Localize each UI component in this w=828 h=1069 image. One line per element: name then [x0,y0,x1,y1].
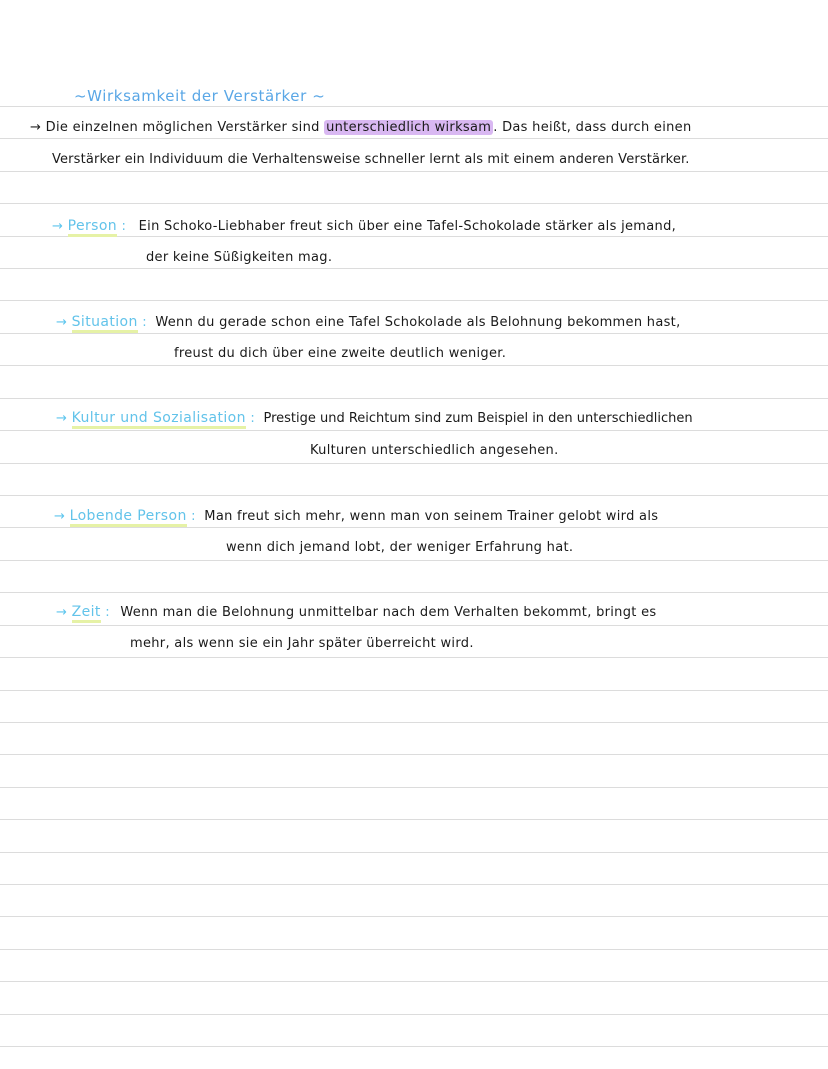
ruled-line [0,1046,828,1047]
section-text: Prestige und Reichtum sind zum Beispiel in den unterschiedlichen [263,411,693,426]
section-praising-person-line-2: wenn dich jemand lobt, der weniger Erfahrung hat. [226,540,574,555]
keyword-time: Zeit [72,604,101,623]
keyword-praising-person: Lobende Person [70,508,187,527]
section-text: Wenn du gerade schon eine Tafel Schokolade als Belohnung bekommen hast, [155,315,681,330]
keyword-colon: : [191,509,196,524]
section-situation-line-2: freust du dich über eine zweite deutlich weniger. [174,346,507,361]
ruled-line [0,916,828,917]
ruled-line [0,852,828,853]
ruled-line [0,1014,828,1015]
ruled-line [0,592,828,593]
arrow-right-icon: → [54,509,66,524]
ruled-line [0,722,828,723]
ruled-line [0,754,828,755]
section-culture-line-1 [56,410,693,426]
ruled-line [0,495,828,496]
intro-text-before: Die einzelnen möglichen Verstärker sind [45,120,325,135]
keyword-situation: Situation [72,314,138,333]
ruled-line [0,171,828,172]
ruled-line [0,884,828,885]
keyword-colon: : [142,315,147,330]
ruled-line [0,398,828,399]
ruled-line [0,949,828,950]
section-situation-line-1 [56,314,681,330]
ruled-line [0,365,828,366]
keyword-colon: : [121,219,127,234]
section-time-line-1 [56,604,656,620]
arrow-right-icon: → [30,120,42,135]
section-person-line-1 [52,218,676,234]
ruled-line [0,268,828,269]
section-culture-line-2: Kulturen unterschiedlich angesehen. [310,443,559,458]
ruled-line [0,690,828,691]
ruled-line [0,203,828,204]
arrow-right-icon: → [56,411,68,426]
intro-text-after: . Das heißt, dass durch einen [493,120,692,135]
ruled-line [0,138,828,139]
keyword-person: Person [68,218,117,237]
ruled-line [0,657,828,658]
ruled-line [0,236,828,237]
section-text: Wenn man die Belohnung unmittelbar nach dem Verhalten bekommt, bringt es [120,605,657,620]
ruled-line [0,787,828,788]
intro-line-1 [30,120,692,135]
page-title: ~Wirksamkeit der Verstärker ~ [74,87,326,105]
ruled-line [0,560,828,561]
ruled-line [0,333,828,334]
section-praising-person-line-1 [54,508,658,524]
section-person-line-2: der keine Süßigkeiten mag. [146,250,333,265]
intro-line-2: Verstärker ein Individuum die Verhaltensweise schneller lernt als mit einem anderen Verstärker. [52,152,690,167]
arrow-right-icon: → [52,219,64,234]
ruled-line [0,981,828,982]
arrow-right-icon: → [56,605,68,620]
ruled-line [0,430,828,431]
ruled-line [0,625,828,626]
ruled-line [0,106,828,107]
section-time-line-2: mehr, als wenn sie ein Jahr später überreicht wird. [130,636,474,651]
section-text: Man freut sich mehr, wenn man von seinem Trainer gelobt wird als [204,509,659,524]
ruled-line [0,819,828,820]
ruled-line [0,300,828,301]
ruled-line [0,527,828,528]
section-text: Ein Schoko-Liebhaber freut sich über eine Tafel-Schokolade stärker als jemand, [138,219,677,234]
ruled-line [0,463,828,464]
keyword-colon: : [105,605,110,620]
keyword-colon: : [250,411,256,426]
arrow-right-icon: → [56,315,68,330]
keyword-culture: Kultur und Sozialisation [72,410,246,429]
highlighted-term: unterschiedlich wirksam [326,120,492,135]
